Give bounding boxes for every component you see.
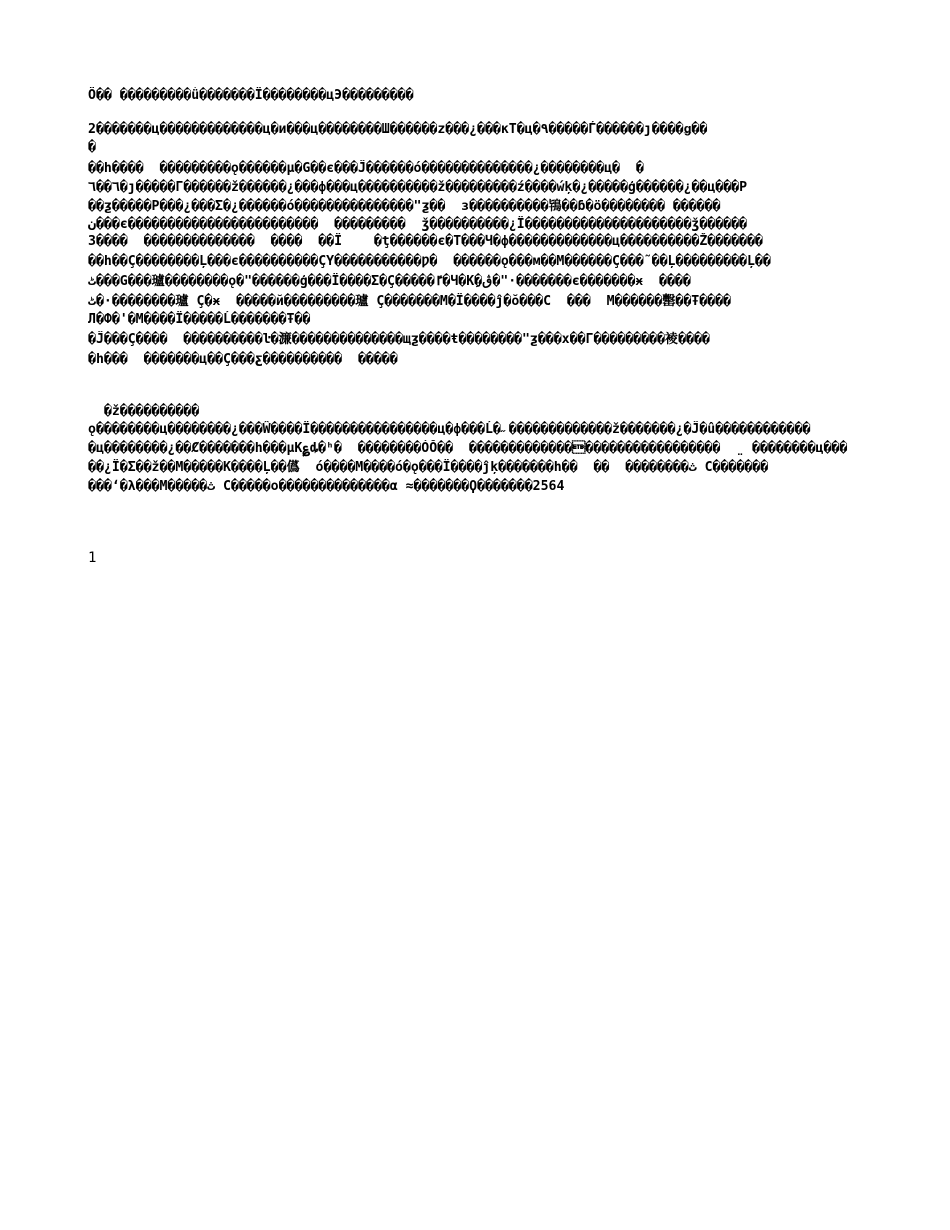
paragraph-1-line-11: Л�Ф�'�М����Ï�����Ĺ�������Ŧ��	[88, 312, 311, 327]
paragraph-2-line-2: ǫ��������ц��������¿���Ŵ����Ï����������������ц�ф���Ĺ�˶�������������ž�������¿�Ĵ�û������������	[88, 422, 811, 437]
paragraph-1-line-6: ن���є������������������������ ��������� ǯ����������¿Ï���������������������ǯ������	[88, 217, 747, 232]
paragraph-1-line-7: З���� �������������� ���� ��Ï �ţ������є�Т���Ч�ф�������������ц����������Ž�������	[88, 234, 763, 249]
paragraph-2-line-4: ��¿Ï�Σ��ž��М�����К����Ļ��儰 ó����М����ó�ǫ���Ï����ĵķ�������h�� �� ��������ث C�������	[88, 460, 769, 475]
paragraph-1-line-13: �h��� �������ц��Ç���ƹ���������� �����	[88, 352, 398, 367]
paragraph-1-line-5: ��ƺ�����P���¿���Σ�¿������ó���������������"ƺ�� з����������鴇��ɓ�ö�������� ������	[88, 199, 721, 214]
paragraph-1-line-8: ��h��Ç��������Ļ���є����������ÇΥ�����������Ƿ� ������ǫ���м��М������Ç���˜��Ļ���������Ļ��	[88, 254, 771, 269]
paragraph-1-line-1: 2�������ц�������������ц�и���ц��������Ш������z���¿���кТ�ц�٩�����Ѓ������ȷ����ǥ��	[88, 122, 708, 137]
document-title-line: Ö�� ���������ǜ�������Ï��������цЭ���������	[88, 88, 414, 103]
paragraph-1-line-2: �	[88, 140, 96, 155]
page-number: 1	[88, 550, 97, 566]
paragraph-1-line-12: �Ĵ���Ç���� ����������ŀ�濂��������������щƺ����ŧ��������"ƺ���х��Г���������裬����	[88, 332, 710, 347]
paragraph-1-line-9: ٹ���G���瓐��������ǫ�"������ģ���Ï����Σ�Ç�����ٵ�Ч�Кِ�ڨ�"·�������є�������ӿ ����	[88, 274, 691, 289]
paragraph-1-line-3: ��h���� ���������ǫ������µ�G��є���Ĵ������ó��������������¿��������ц� �	[88, 161, 644, 176]
paragraph-2-line-3: �ц��������¿��Ȼ�������h���µК؏ȡ�ʰ� ��������ÓŎ�� ������������������������������ ̤ ��������ц���	[88, 441, 848, 456]
paragraph-2-line-5: ���ʻ�λ���М�����ث C�����о��������������α ≈�������Ϙ�������2564	[88, 479, 565, 494]
paragraph-2-line-1: �ž����������	[88, 404, 200, 419]
paragraph-1-line-10: ٹ�·��������瓐 Ç�ӿ �����й���������瓐 Ç�������М�Ï����ĵ�ŏ���C ��� М������罊��Ŧ����	[88, 294, 731, 309]
paragraph-1-line-4: ٦��٦�ȷ�����Г������ž������¿���ф���ц����������ž���������ź����ẃķ�¿�����ģ������¿��ц���P	[88, 180, 748, 195]
